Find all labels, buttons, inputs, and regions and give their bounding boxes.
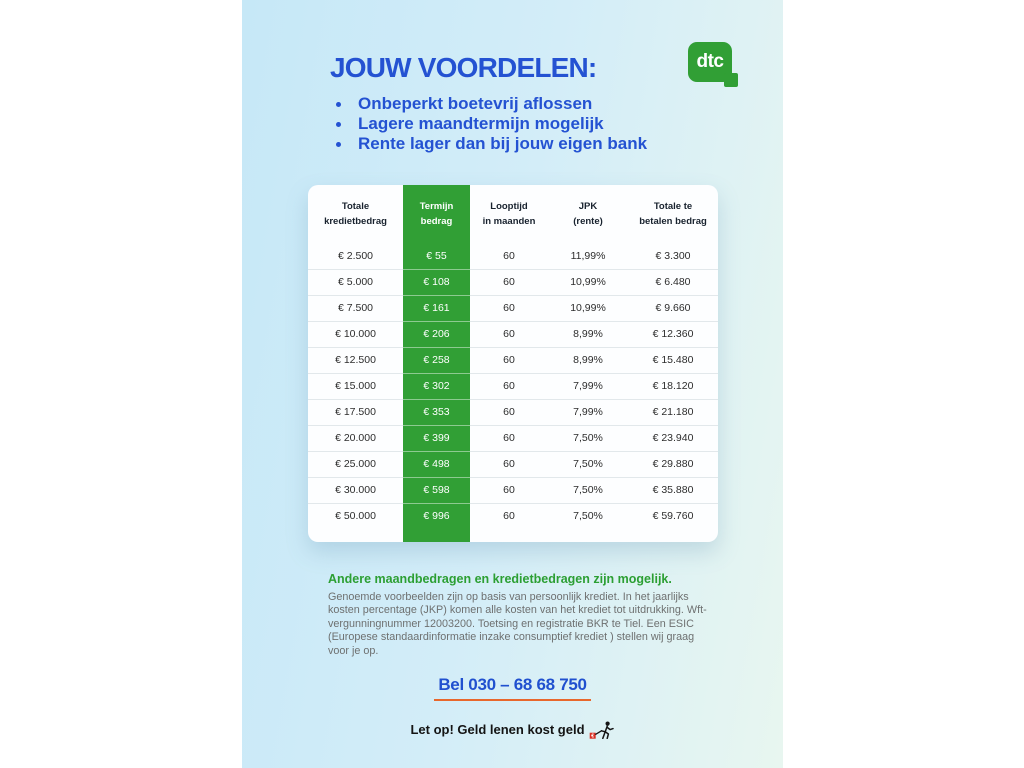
rates-card xyxy=(308,185,718,542)
column-header-totaal: Totale te betalen bedrag xyxy=(639,201,707,227)
disclaimer-text: Genoemde voorbeelden zijn op basis van persoonlijk krediet. In het jaarlijks kosten percentage (JKP) komen alle kosten van het krediet tot uitdrukking. Wft-vergunningnummer 12003200. Toetsing en registratie BKR te Tiel. Een ESIC (Europese standaardinformatie inzake consumptief krediet ) stellen wij graag voor je op. xyxy=(328,591,707,657)
table-cell: € 18.120 xyxy=(628,373,718,399)
table-cell: 7,99% xyxy=(548,399,628,425)
table-cell: € 21.180 xyxy=(628,399,718,425)
table-cell: € 108 xyxy=(403,269,470,295)
table-row xyxy=(308,399,718,425)
table-cell: € 59.760 xyxy=(628,503,718,529)
table-row xyxy=(308,269,718,295)
table-cell: € 20.000 xyxy=(308,425,403,451)
table-cell: 7,50% xyxy=(548,503,628,529)
table-cell: € 598 xyxy=(403,477,470,503)
table-cell: € 17.500 xyxy=(308,399,403,425)
table-cell: € 12.360 xyxy=(628,321,718,347)
table-cell: 60 xyxy=(470,425,548,451)
table-cell: 7,50% xyxy=(548,451,628,477)
table-cell: € 15.000 xyxy=(308,373,403,399)
dtc-logo-text: dtc xyxy=(696,51,724,72)
table-cell: € 996 xyxy=(403,503,470,529)
table-cell: € 302 xyxy=(403,373,470,399)
table-row xyxy=(308,373,718,399)
table-cell: € 6.480 xyxy=(628,269,718,295)
table-cell: 7,50% xyxy=(548,477,628,503)
benefit-item: Onbeperkt boetevrij aflossen xyxy=(335,94,647,114)
table-cell: € 206 xyxy=(403,321,470,347)
table-cell: € 353 xyxy=(403,399,470,425)
table-cell: € 25.000 xyxy=(308,451,403,477)
table-cell: 7,50% xyxy=(548,425,628,451)
rate-table-body xyxy=(308,243,718,529)
table-cell: € 258 xyxy=(403,347,470,373)
table-cell: € 15.480 xyxy=(628,347,718,373)
column-header-kredietbedrag: Totale kredietbedrag xyxy=(324,201,387,227)
table-cell: 7,99% xyxy=(548,373,628,399)
table-header-row xyxy=(308,185,718,243)
table-cell: 8,99% xyxy=(548,321,628,347)
table-cell: € 23.940 xyxy=(628,425,718,451)
table-cell: € 161 xyxy=(403,295,470,321)
table-row xyxy=(308,321,718,347)
table-row xyxy=(308,503,718,529)
credit-warning-text: Let op! Geld lenen kost geld xyxy=(410,721,585,737)
phone-number: Bel 030 – 68 68 750 xyxy=(434,675,590,701)
benefit-item: Lagere maandtermijn mogelijk xyxy=(335,114,647,134)
table-cell: € 50.000 xyxy=(308,503,403,529)
table-cell: € 399 xyxy=(403,425,470,451)
table-cell: € 55 xyxy=(426,249,447,262)
table-row xyxy=(308,295,718,321)
table-cell: € 10.000 xyxy=(308,321,403,347)
table-row xyxy=(308,477,718,503)
table-cell: € 35.880 xyxy=(628,477,718,503)
table-cell: 60 xyxy=(470,321,548,347)
column-header-jkp: JPK (rente) xyxy=(573,201,603,227)
table-cell: 10,99% xyxy=(548,269,628,295)
table-cell: 60 xyxy=(470,373,548,399)
table-cell: 60 xyxy=(503,249,515,262)
table-cell: € 30.000 xyxy=(308,477,403,503)
table-row xyxy=(308,425,718,451)
table-cell: € 3.300 xyxy=(655,249,691,262)
table-cell: 60 xyxy=(470,451,548,477)
table-row xyxy=(308,451,718,477)
note-heading: Andere maandbedragen en kredietbedragen zijn mogelijk. xyxy=(328,572,672,586)
table-cell: € 12.500 xyxy=(308,347,403,373)
table-cell: 8,99% xyxy=(548,347,628,373)
table-cell: € 29.880 xyxy=(628,451,718,477)
credit-warning xyxy=(242,719,783,739)
flyer-panel xyxy=(242,0,783,768)
table-cell: 60 xyxy=(470,295,548,321)
table-cell: 60 xyxy=(470,347,548,373)
table-cell: 60 xyxy=(470,269,548,295)
dtc-logo xyxy=(688,42,732,82)
table-cell: 60 xyxy=(470,503,548,529)
table-cell: 60 xyxy=(470,477,548,503)
column-header-termijnbedrag: Termijn bedrag xyxy=(419,201,454,227)
column-header-looptijd: Looptijd in maanden xyxy=(482,201,536,227)
table-cell: € 7.500 xyxy=(308,295,403,321)
table-cell: 10,99% xyxy=(548,295,628,321)
page-title: JOUW VOORDELEN: xyxy=(330,52,597,83)
table-cell: 60 xyxy=(470,399,548,425)
table-cell: 11,99% xyxy=(570,249,606,262)
benefit-item: Rente lager dan bij jouw eigen bank xyxy=(335,134,647,154)
rates-table xyxy=(308,185,718,529)
svg-text:€: € xyxy=(590,733,594,739)
benefit-list xyxy=(335,94,647,154)
table-cell: € 498 xyxy=(403,451,470,477)
table-cell: € 2.500 xyxy=(337,249,374,262)
table-row xyxy=(308,243,718,269)
table-row xyxy=(308,347,718,373)
table-cell: € 9.660 xyxy=(628,295,718,321)
money-warning-runner-icon xyxy=(589,721,615,739)
table-cell: € 5.000 xyxy=(308,269,403,295)
